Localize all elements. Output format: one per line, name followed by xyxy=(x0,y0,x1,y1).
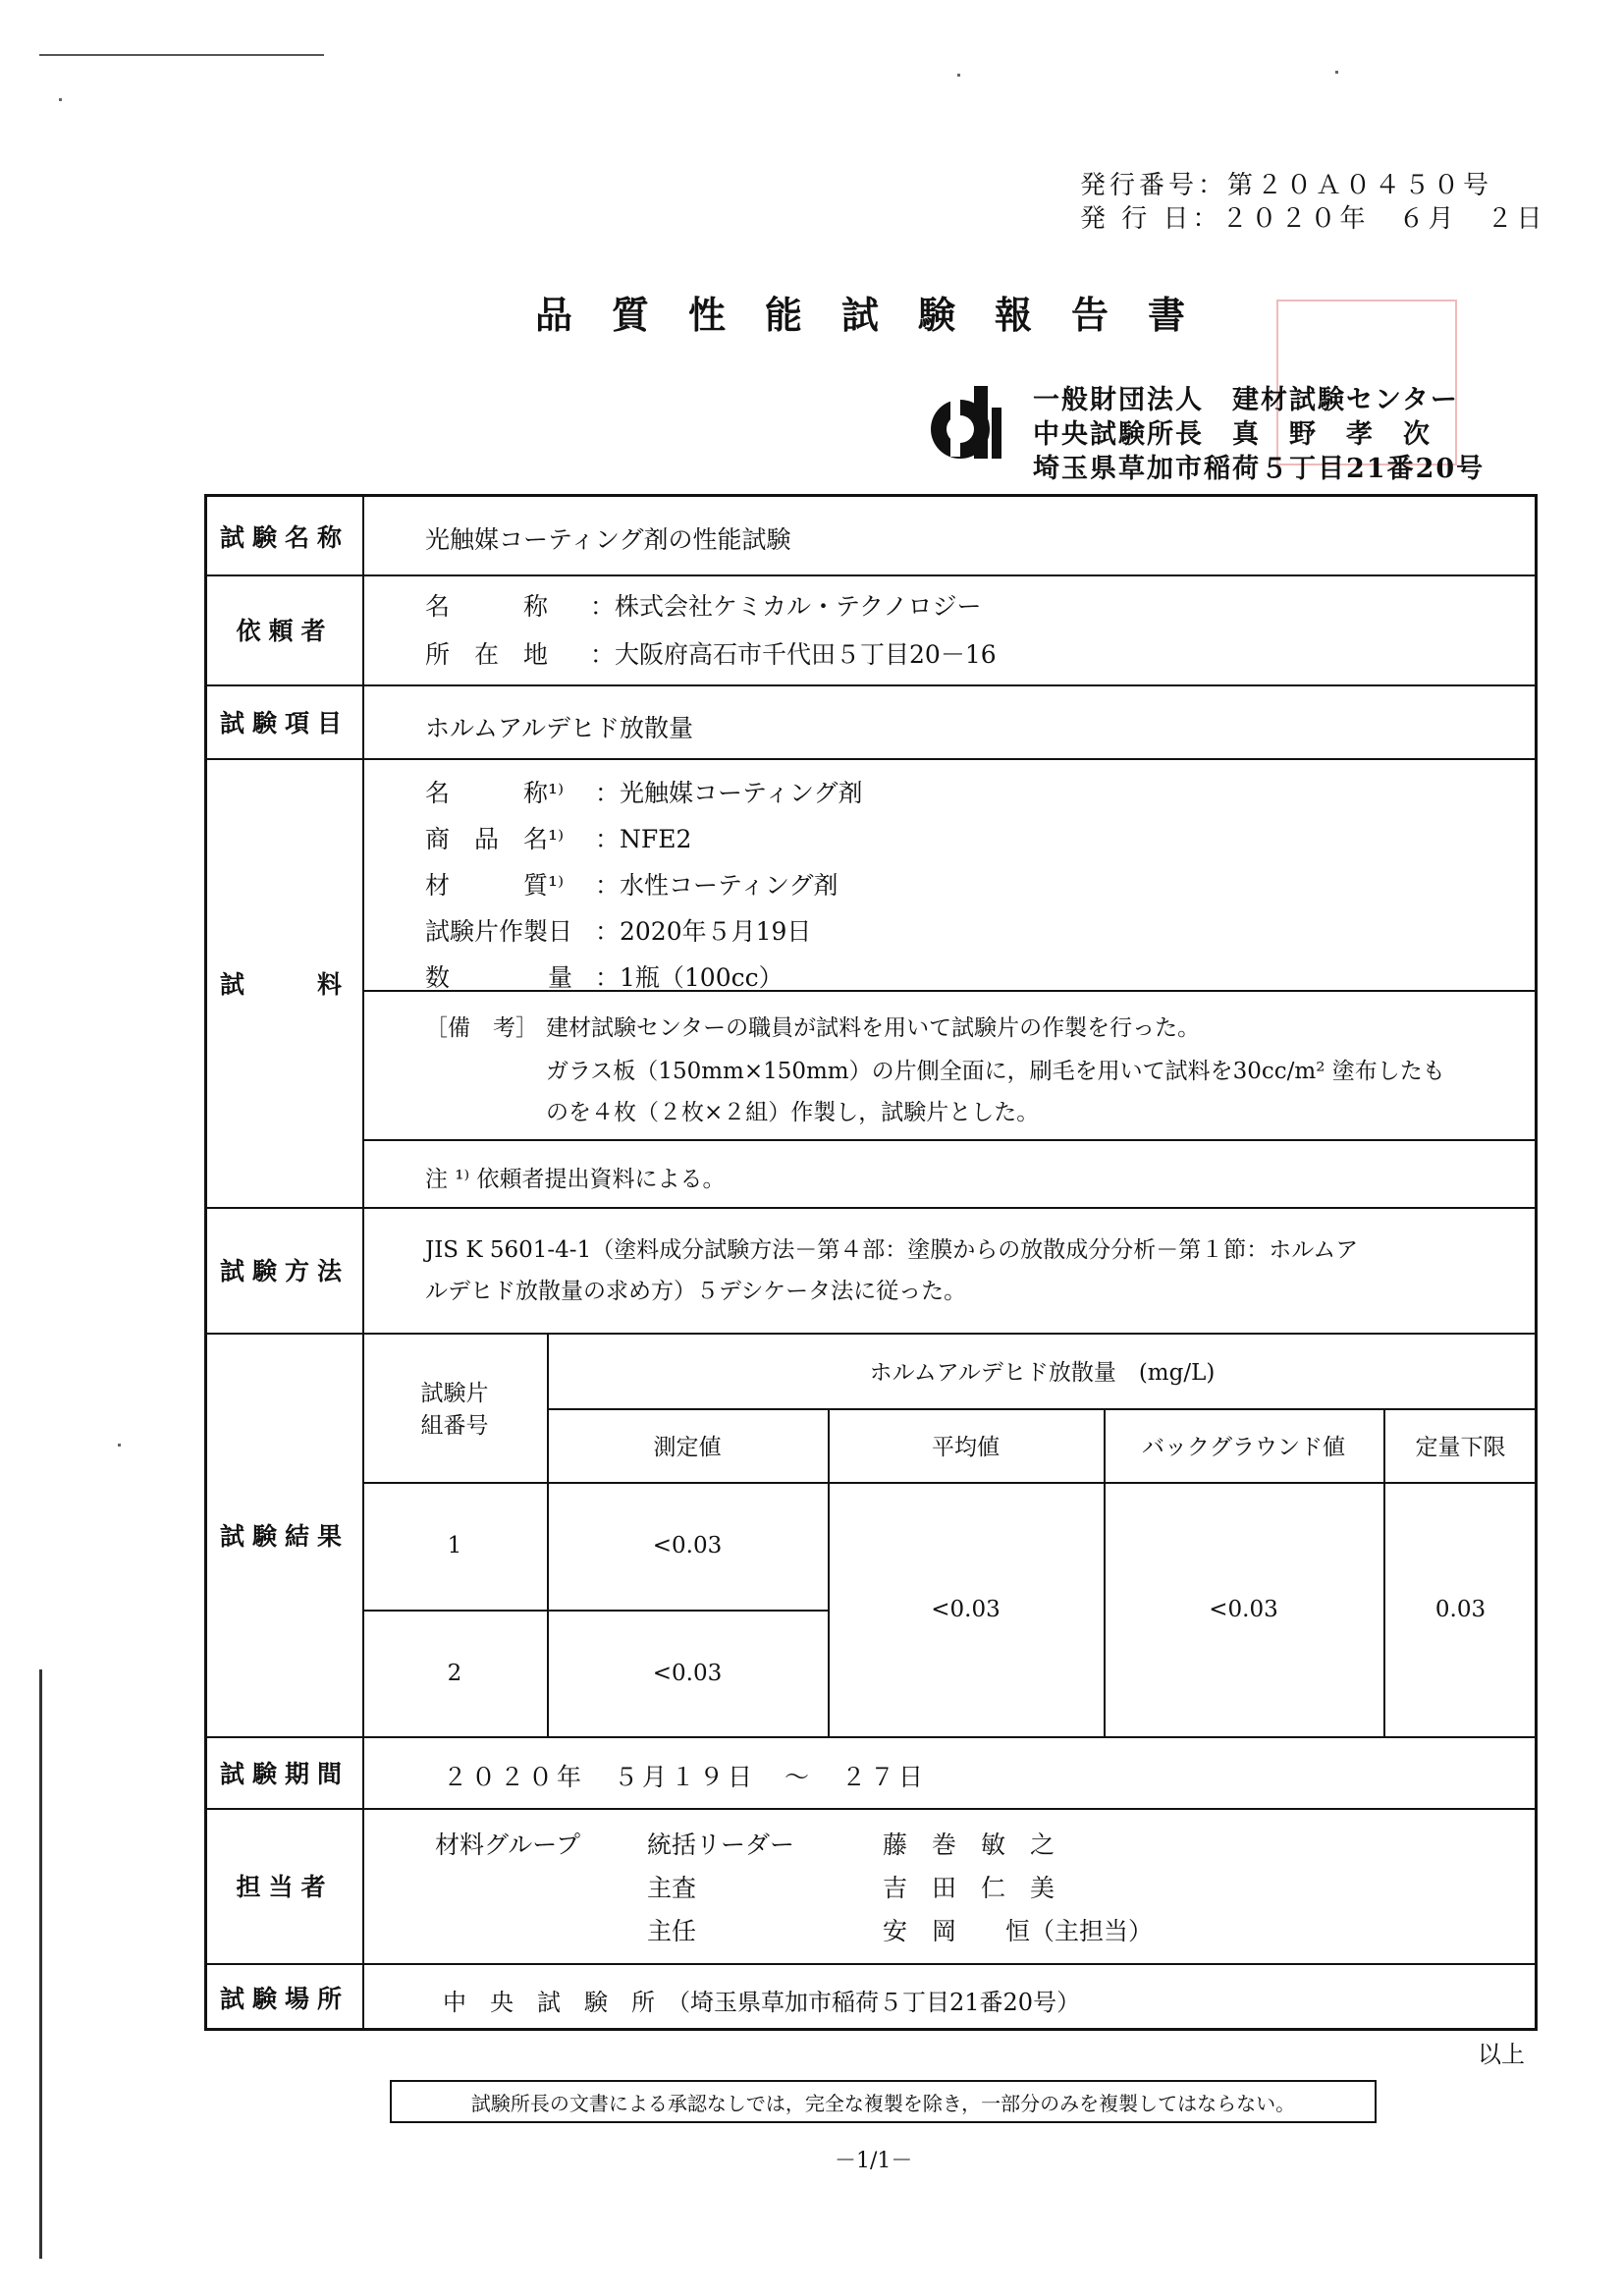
sample-field-value: ：1瓶（100cc） xyxy=(595,963,784,992)
scan-speck xyxy=(59,98,62,101)
column-header: 定量下限 xyxy=(1415,1435,1506,1460)
sample-note-divider xyxy=(362,1139,1535,1141)
label-location: 試験場所 xyxy=(219,1984,350,2013)
label-client: 依頼者 xyxy=(236,617,334,645)
label-sample: 試 料 xyxy=(219,969,350,999)
quant-limit-value: 0.03 xyxy=(1434,1596,1487,1622)
issuer-director: 中央試験所長 真 野 孝 次 xyxy=(1033,419,1432,450)
group-header-line: 組番号 xyxy=(420,1413,489,1439)
label-test-item: 試験項目 xyxy=(219,708,350,738)
page-title: 品質性能試験報告書 xyxy=(535,293,1225,337)
results-subtable xyxy=(362,1333,1538,1736)
row-divider xyxy=(207,684,1535,686)
staff-name: 藤 巻 敏 之 xyxy=(883,1831,1055,1859)
label-staff: 担当者 xyxy=(236,1873,334,1901)
scan-edge-line xyxy=(39,54,324,56)
issue-number xyxy=(1080,165,1492,201)
issue-number-label: 発行番号： xyxy=(1080,171,1228,200)
staff-name: 安 岡 恒（主担当） xyxy=(883,1917,1154,1945)
sample-remark-label: ［備 考］ xyxy=(425,1015,538,1041)
label-divider xyxy=(362,497,364,2031)
row-divider xyxy=(207,1736,1535,1738)
main-header: ホルムアルデヒド放散量 (mg/L) xyxy=(869,1360,1216,1386)
row-divider xyxy=(207,1963,1535,1965)
scan-speck xyxy=(118,1444,121,1447)
test-item-value: ホルムアルデヒド放散量 xyxy=(425,714,694,742)
sample-field-value: ：光触媒コーティング剤 xyxy=(595,779,863,807)
sample-field-key: 試験片作製日 xyxy=(425,917,573,946)
scan-speck xyxy=(957,74,960,77)
label-results: 試験結果 xyxy=(219,1521,350,1551)
sample-field-key: 数 量 xyxy=(425,963,573,992)
column-header: バックグラウンド値 xyxy=(1142,1435,1345,1460)
average-value: <0.03 xyxy=(931,1596,1001,1622)
sample-field-value: ：水性コーティング剤 xyxy=(595,871,839,900)
label-period: 試験期間 xyxy=(219,1759,350,1788)
label-method: 試験方法 xyxy=(219,1257,350,1285)
issue-date xyxy=(1080,198,1546,235)
row-divider xyxy=(207,758,1535,760)
measured-value: <0.03 xyxy=(652,1660,723,1686)
column-header: 測定値 xyxy=(653,1435,722,1460)
group-header xyxy=(362,1333,547,1482)
sample-note: 注 ¹⁾ 依頼者提出資料による。 xyxy=(425,1167,726,1192)
location-value: 中 央 試 験 所 （埼玉県草加市稲荷５丁目21番20号） xyxy=(443,1989,1081,2016)
staff-role: 統括リーダー xyxy=(647,1831,795,1859)
sample-remark-line: のを４枚（２枚×２組）作製し，試験片とした。 xyxy=(546,1100,1040,1125)
staff-name: 吉 田 仁 美 xyxy=(883,1874,1055,1902)
issuer-address: 埼玉県草加市稲荷５丁目21番20号 xyxy=(1033,454,1486,484)
sample-remark-line: ガラス板（150mm×150mm）の片側全面に，刷毛を用いて試料を30cc/m² 塗布したも xyxy=(546,1059,1445,1084)
client-name-value: ：株式会社ケミカル・テクノロジー xyxy=(590,592,982,621)
method-line: ルデヒド放散量の求め方）５デシケータ法に従った。 xyxy=(425,1279,967,1304)
row-divider xyxy=(207,574,1535,576)
report-table xyxy=(204,494,1538,2031)
group-header-line: 試験片 xyxy=(420,1381,489,1406)
period-value: ２０２０年 ５月１９日 ～ ２７日 xyxy=(443,1763,928,1791)
column-header: 平均値 xyxy=(932,1435,1000,1460)
row-divider xyxy=(207,1808,1535,1810)
page-number: －1/1－ xyxy=(835,2149,913,2173)
sample-field-value: ：NFE2 xyxy=(595,825,692,853)
staff-role: 主査 xyxy=(647,1874,697,1902)
end-mark: 以上 xyxy=(1478,2041,1525,2068)
group-number: 2 xyxy=(447,1660,462,1686)
sample-field-value: ：2020年５月19日 xyxy=(595,917,812,946)
sample-field-key: 名 称¹⁾ xyxy=(425,779,565,807)
client-name-key: 名 称 xyxy=(425,592,549,621)
measured-value: <0.03 xyxy=(652,1533,723,1558)
method-line: JIS K 5601-4-1（塗料成分試験方法－第４部：塗膜からの放散成分分析－第１節：ホルムア xyxy=(425,1237,1359,1263)
scan-speck xyxy=(1335,71,1338,74)
client-address-key: 所 在 地 xyxy=(425,640,549,669)
issue-date-label: 発 行 日： xyxy=(1080,204,1222,234)
client-address-value: ：大阪府高石市千代田５丁目20－16 xyxy=(590,640,997,669)
scan-edge-line xyxy=(39,1669,42,2259)
issuer-org: 一般財団法人 建材試験センター xyxy=(1033,385,1459,415)
group-number: 1 xyxy=(447,1533,462,1558)
issue-number-value: 第２０Ａ０４５０号 xyxy=(1227,171,1493,200)
label-test-name: 試験名称 xyxy=(219,522,350,552)
row-divider xyxy=(207,1207,1535,1209)
footer-notice: 試験所長の文書による承認なしでは，完全な複製を除き，一部分のみを複製してはならない。 xyxy=(390,2080,1377,2123)
sample-field-key: 商 品 名¹⁾ xyxy=(425,825,565,853)
issue-date-value: ２０２０年 ６月 ２日 xyxy=(1221,204,1546,234)
test-name-value: 光触媒コーティング剤の性能試験 xyxy=(425,525,791,554)
sample-remark-line: 建材試験センターの職員が試料を用いて試験片の作製を行った。 xyxy=(546,1015,1201,1041)
staff-group: 材料グループ xyxy=(435,1831,581,1859)
background-value: <0.03 xyxy=(1209,1596,1278,1622)
staff-role: 主任 xyxy=(647,1917,697,1945)
sample-field-key: 材 質¹⁾ xyxy=(425,871,565,900)
organization-logo xyxy=(923,378,1011,466)
